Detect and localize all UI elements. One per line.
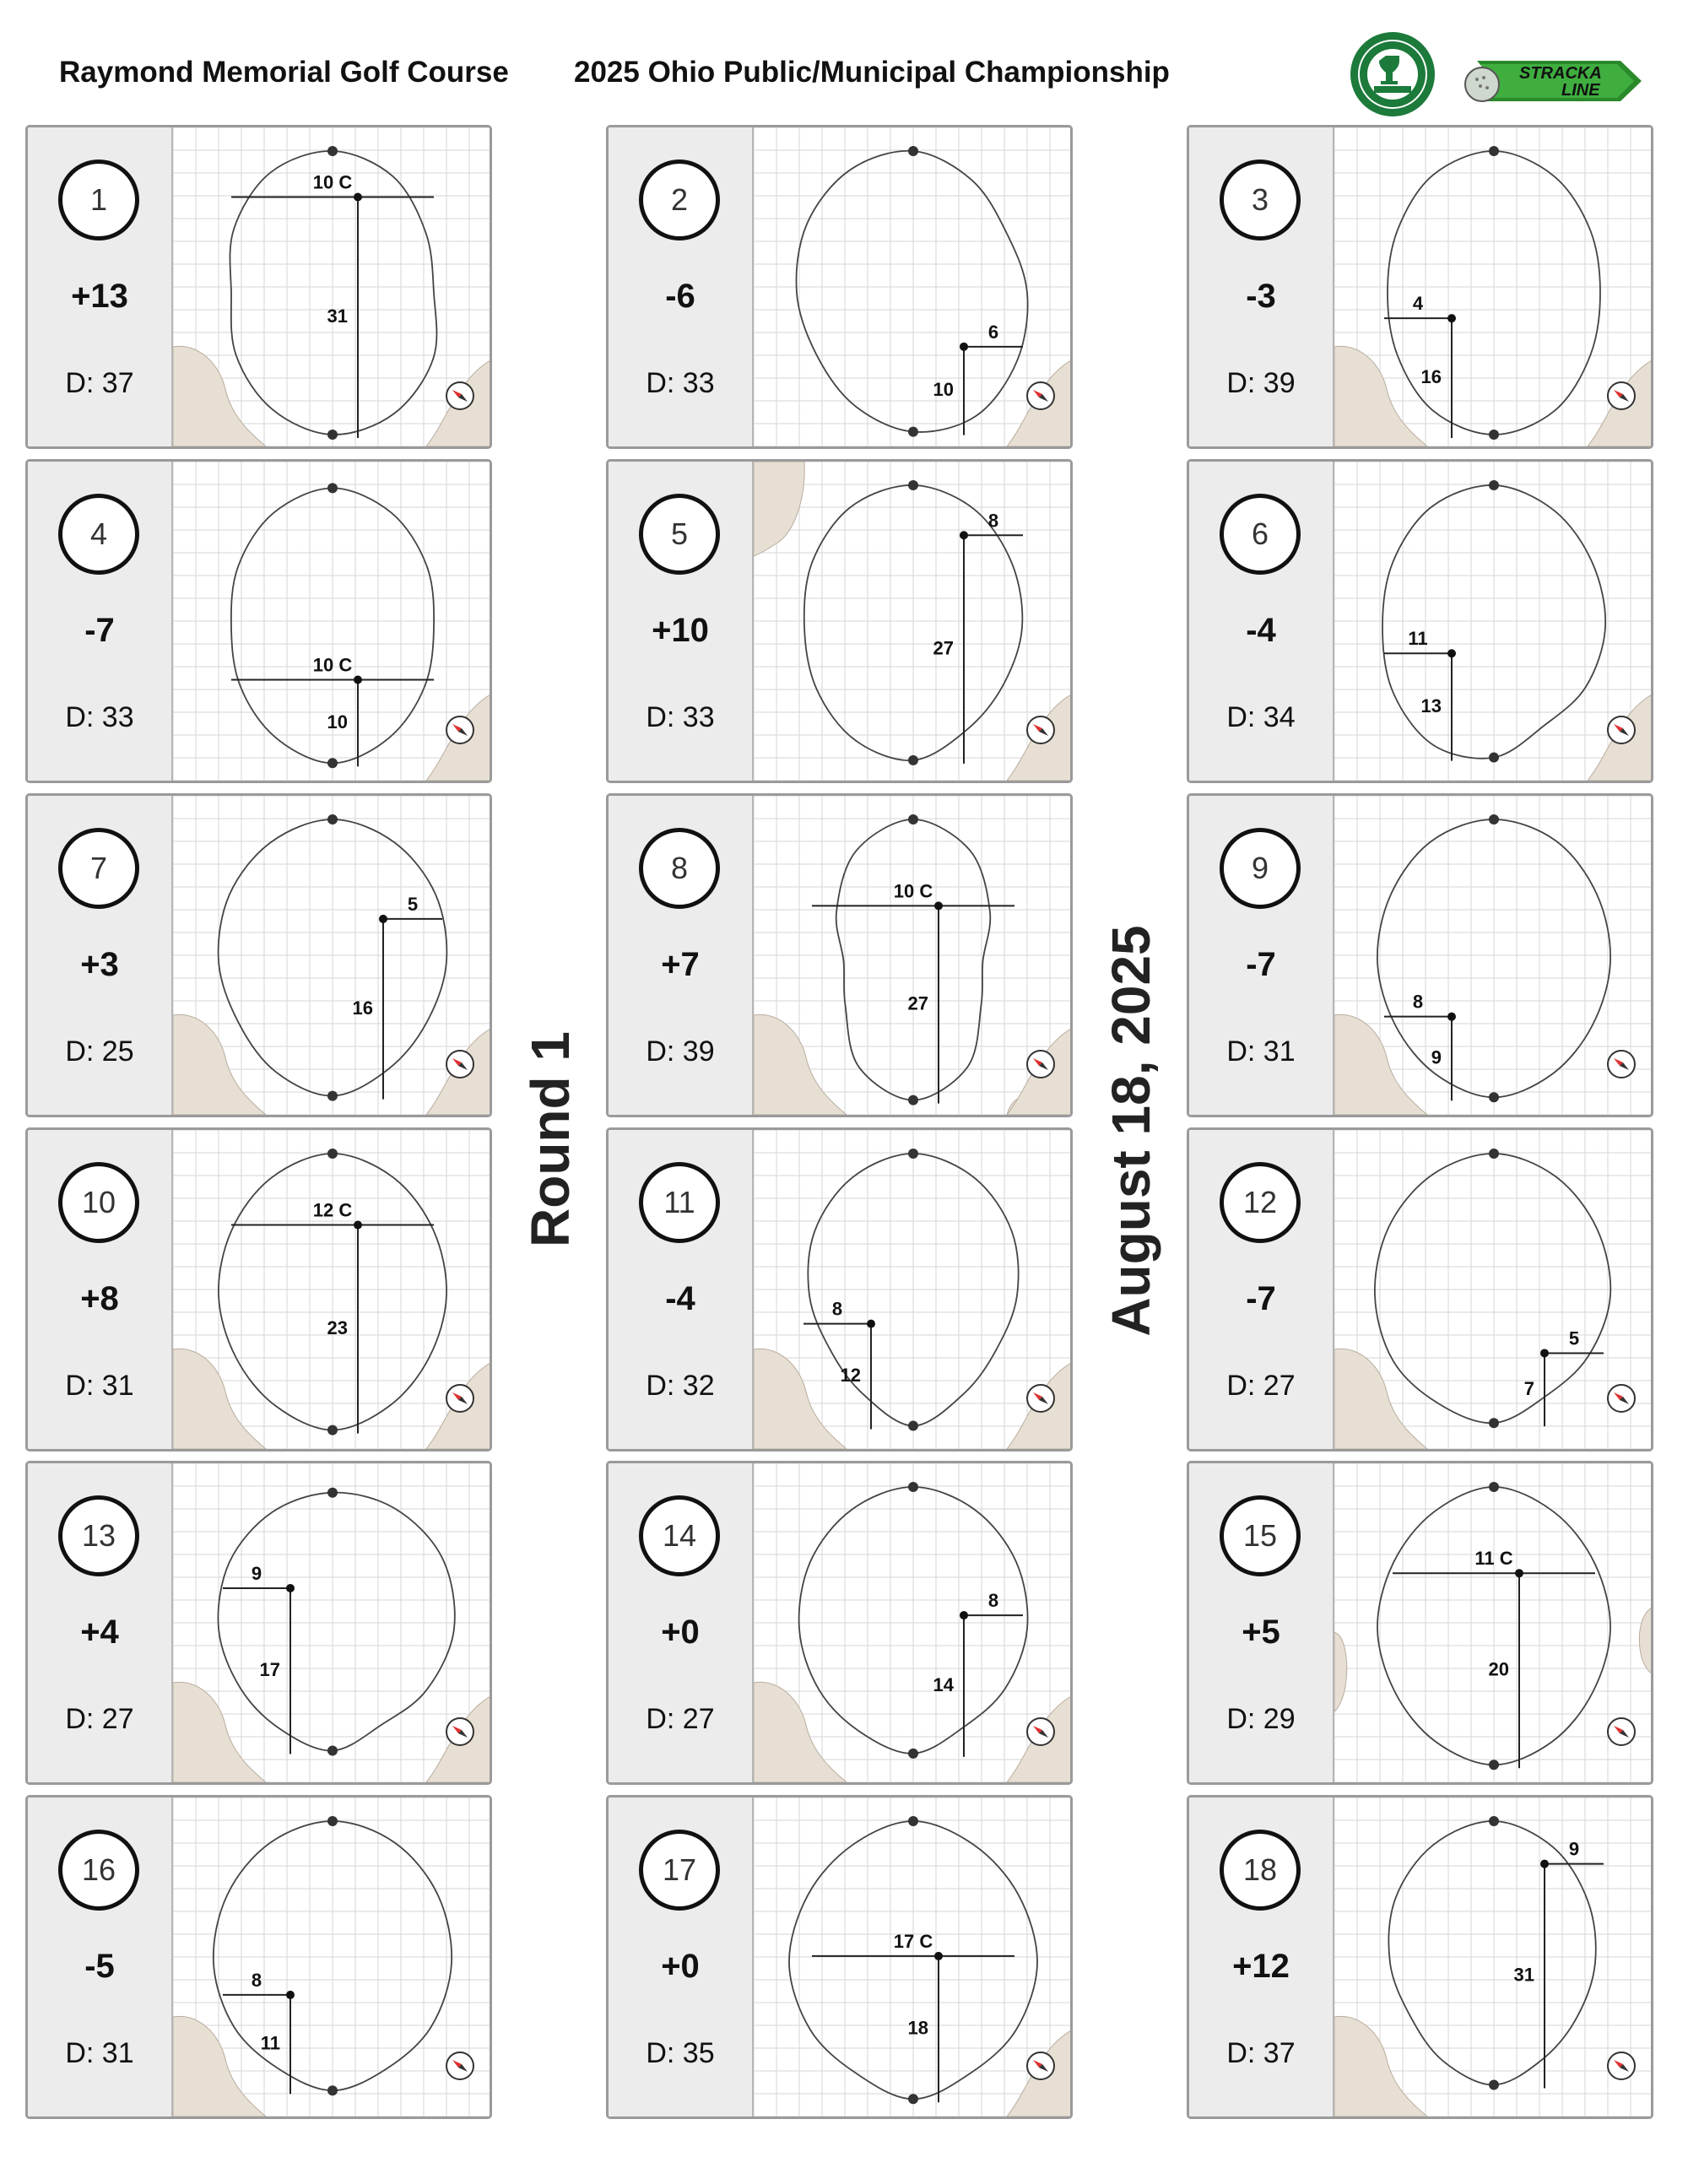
pin-position bbox=[286, 1584, 295, 1592]
hole-score: -3 bbox=[1246, 278, 1276, 315]
compass-icon bbox=[1608, 716, 1635, 743]
front-marker bbox=[908, 480, 918, 490]
hole-number: 18 bbox=[1220, 1830, 1301, 1911]
front-marker bbox=[1489, 480, 1499, 490]
vertical-measure-label: 27 bbox=[907, 992, 928, 1014]
bunker bbox=[1334, 1632, 1347, 1711]
compass-icon bbox=[1027, 1718, 1054, 1745]
bunker bbox=[173, 1014, 266, 1115]
vertical-measure-label: 10 bbox=[327, 711, 348, 733]
front-marker bbox=[908, 146, 918, 156]
bunker bbox=[173, 346, 266, 446]
green-outline bbox=[796, 151, 1027, 432]
green-depth: D: 31 bbox=[65, 2037, 134, 2069]
pin-position bbox=[379, 915, 387, 923]
hole-card bbox=[25, 1795, 492, 2119]
back-marker bbox=[327, 430, 338, 440]
hole-info-panel bbox=[609, 1797, 754, 2116]
pin-position bbox=[354, 192, 362, 201]
back-marker bbox=[327, 1091, 338, 1101]
hole-info-panel bbox=[1189, 462, 1334, 781]
bunker bbox=[173, 1349, 266, 1449]
green-diagram bbox=[1334, 127, 1653, 446]
green-depth: D: 32 bbox=[646, 1370, 715, 1402]
hole-number: 8 bbox=[639, 828, 720, 909]
back-marker bbox=[1489, 2079, 1499, 2089]
hole-info-panel bbox=[28, 1797, 173, 2116]
hole-info-panel bbox=[1189, 1130, 1334, 1449]
pin-position bbox=[960, 531, 968, 539]
hole-number: 16 bbox=[58, 1830, 139, 1911]
hole-card bbox=[1187, 1461, 1653, 1785]
front-marker bbox=[1489, 814, 1499, 824]
ohio-golf-association-logo bbox=[1349, 30, 1436, 118]
pin-position bbox=[934, 901, 943, 910]
pin-position bbox=[960, 1611, 968, 1619]
hole-number: 11 bbox=[639, 1162, 720, 1243]
hole-score: -5 bbox=[84, 1948, 115, 1985]
compass-icon bbox=[1608, 1718, 1635, 1745]
pin-position bbox=[960, 343, 968, 351]
horizontal-measure-label: 17 C bbox=[893, 1930, 933, 1952]
hole-score: +13 bbox=[71, 278, 128, 315]
compass-icon bbox=[446, 2052, 473, 2079]
front-marker bbox=[1489, 1482, 1499, 1492]
horizontal-measure-label: 11 bbox=[1408, 628, 1428, 650]
front-marker bbox=[327, 1816, 338, 1826]
stracka-line-logo bbox=[1460, 51, 1646, 110]
pin-position bbox=[1447, 314, 1456, 322]
green-outline bbox=[1388, 1821, 1595, 2085]
compass-icon bbox=[446, 1718, 473, 1745]
back-marker bbox=[327, 1745, 338, 1755]
vertical-measure-label: 17 bbox=[259, 1659, 280, 1681]
pin-position bbox=[354, 676, 362, 684]
hole-info-panel bbox=[1189, 1797, 1334, 2116]
front-marker bbox=[908, 1482, 918, 1492]
pin-position bbox=[1447, 649, 1456, 657]
svg-text:STRACKA: STRACKA bbox=[1519, 64, 1602, 83]
hole-number: 6 bbox=[1220, 494, 1301, 575]
compass-icon bbox=[446, 1385, 473, 1412]
horizontal-measure-label: 8 bbox=[987, 1590, 999, 1612]
green-depth: D: 29 bbox=[1226, 1703, 1296, 1735]
hole-card bbox=[25, 125, 492, 449]
hole-card bbox=[606, 459, 1073, 783]
green-diagram bbox=[173, 1463, 492, 1782]
horizontal-measure-label: 8 bbox=[831, 1298, 843, 1320]
vertical-measure-label: 12 bbox=[840, 1365, 861, 1387]
back-marker bbox=[908, 755, 918, 765]
green-diagram bbox=[754, 1130, 1073, 1449]
pin-position bbox=[354, 1221, 362, 1230]
hole-number: 12 bbox=[1220, 1162, 1301, 1243]
pin-position bbox=[286, 1991, 295, 1999]
hole-info-panel bbox=[1189, 796, 1334, 1115]
hole-card bbox=[1187, 793, 1653, 1117]
hole-card bbox=[25, 1127, 492, 1451]
hole-info-panel bbox=[1189, 1463, 1334, 1782]
hole-number: 14 bbox=[639, 1495, 720, 1576]
hole-number: 3 bbox=[1220, 159, 1301, 241]
hole-info-panel bbox=[609, 462, 754, 781]
vertical-measure-label: 10 bbox=[933, 379, 954, 401]
bunker bbox=[1639, 1607, 1653, 1674]
back-marker bbox=[1489, 1092, 1499, 1102]
front-marker bbox=[327, 146, 338, 156]
hole-info-panel bbox=[1189, 127, 1334, 446]
grid bbox=[754, 462, 1073, 781]
compass-icon bbox=[1027, 382, 1054, 409]
back-marker bbox=[327, 2085, 338, 2095]
compass-icon bbox=[1027, 716, 1054, 743]
green-depth: D: 33 bbox=[646, 701, 715, 733]
horizontal-measure-label: 4 bbox=[1412, 293, 1424, 315]
bunker bbox=[754, 1349, 847, 1449]
back-marker bbox=[327, 1425, 338, 1435]
compass-icon bbox=[446, 382, 473, 409]
green-depth: D: 39 bbox=[1226, 367, 1296, 399]
hole-score: -7 bbox=[1246, 1280, 1276, 1317]
front-marker bbox=[908, 814, 918, 824]
horizontal-measure-label: 10 C bbox=[312, 654, 353, 676]
compass-icon bbox=[446, 716, 473, 743]
bunker bbox=[1334, 1349, 1427, 1449]
hole-score: +4 bbox=[80, 1614, 119, 1651]
green-depth: D: 39 bbox=[646, 1035, 715, 1068]
horizontal-measure-label: 8 bbox=[1412, 991, 1424, 1013]
horizontal-measure-label: 9 bbox=[1568, 1838, 1580, 1860]
hole-number: 7 bbox=[58, 828, 139, 909]
hole-number: 10 bbox=[58, 1162, 139, 1243]
compass-icon bbox=[446, 1051, 473, 1078]
vertical-measure-label: 31 bbox=[327, 305, 348, 327]
hole-score: +0 bbox=[661, 1948, 700, 1985]
hole-card bbox=[1187, 1795, 1653, 2119]
bunker bbox=[1334, 2016, 1427, 2116]
vertical-measure-label: 20 bbox=[1488, 1658, 1509, 1680]
back-marker bbox=[908, 1421, 918, 1431]
bunker bbox=[173, 1682, 266, 1782]
horizontal-measure-label: 8 bbox=[987, 510, 999, 532]
bunker bbox=[1334, 346, 1427, 446]
hole-score: +5 bbox=[1242, 1614, 1280, 1651]
vertical-measure-label: 31 bbox=[1513, 1964, 1534, 1986]
horizontal-measure-label: 9 bbox=[251, 1562, 262, 1584]
grid bbox=[754, 127, 1073, 446]
green-depth: D: 34 bbox=[1226, 701, 1296, 733]
hole-score: +8 bbox=[80, 1280, 119, 1317]
horizontal-measure-label: 5 bbox=[407, 893, 419, 915]
hole-number: 5 bbox=[639, 494, 720, 575]
hole-info-panel bbox=[28, 1463, 173, 1782]
hole-score: +3 bbox=[80, 946, 119, 983]
grid bbox=[1334, 1463, 1653, 1782]
bunker bbox=[754, 1682, 847, 1782]
compass-icon bbox=[1608, 1385, 1635, 1412]
green-depth: D: 31 bbox=[1226, 1035, 1296, 1068]
bunker bbox=[754, 462, 804, 556]
pin-position bbox=[1540, 1349, 1549, 1357]
back-marker bbox=[327, 758, 338, 768]
hole-card bbox=[606, 793, 1073, 1117]
hole-score: +10 bbox=[652, 612, 709, 649]
green-diagram bbox=[173, 462, 492, 781]
pin-position bbox=[1540, 1860, 1549, 1868]
hole-number: 17 bbox=[639, 1830, 720, 1911]
horizontal-measure-label: 10 C bbox=[893, 880, 933, 902]
vertical-measure-label: 14 bbox=[933, 1673, 954, 1695]
hole-number: 4 bbox=[58, 494, 139, 575]
green-diagram bbox=[173, 127, 492, 446]
green-diagram bbox=[754, 1797, 1073, 2116]
green-diagram bbox=[173, 796, 492, 1115]
hole-number: 13 bbox=[58, 1495, 139, 1576]
horizontal-measure-label: 6 bbox=[987, 321, 999, 343]
back-marker bbox=[908, 1095, 918, 1106]
hole-score: -7 bbox=[1246, 946, 1276, 983]
hole-card bbox=[1187, 1127, 1653, 1451]
vertical-measure-label: 23 bbox=[327, 1317, 348, 1339]
bunker bbox=[173, 2016, 266, 2116]
hole-info-panel bbox=[609, 1130, 754, 1449]
back-marker bbox=[1489, 430, 1499, 440]
green-depth: D: 33 bbox=[646, 367, 715, 399]
green-diagram bbox=[1334, 1797, 1653, 2116]
front-marker bbox=[1489, 146, 1499, 156]
green-diagram bbox=[1334, 462, 1653, 781]
green-depth: D: 37 bbox=[65, 367, 134, 399]
pin-position bbox=[1515, 1569, 1523, 1577]
hole-card bbox=[606, 1127, 1073, 1451]
green-diagram bbox=[173, 1130, 492, 1449]
svg-text:LINE: LINE bbox=[1561, 81, 1600, 100]
green-depth: D: 33 bbox=[65, 701, 134, 733]
green-diagram bbox=[1334, 796, 1653, 1115]
hole-info-panel bbox=[28, 1130, 173, 1449]
front-marker bbox=[327, 814, 338, 824]
back-marker bbox=[908, 1749, 918, 1759]
event-name: 2025 Ohio Public/Municipal Championship bbox=[574, 56, 1170, 89]
hole-score: -7 bbox=[84, 612, 115, 649]
bunker bbox=[1334, 1014, 1427, 1115]
vertical-measure-label: 18 bbox=[907, 2017, 928, 2039]
green-outline bbox=[1375, 1154, 1610, 1423]
horizontal-measure-label: 11 C bbox=[1474, 1548, 1513, 1570]
course-name: Raymond Memorial Golf Course bbox=[59, 56, 509, 89]
grid bbox=[173, 462, 492, 781]
hole-info-panel bbox=[609, 796, 754, 1115]
green-depth: D: 35 bbox=[646, 2037, 715, 2069]
hole-card bbox=[1187, 125, 1653, 449]
green-depth: D: 37 bbox=[1226, 2037, 1296, 2069]
green-diagram bbox=[754, 796, 1073, 1115]
hole-number: 1 bbox=[58, 159, 139, 241]
front-marker bbox=[327, 1149, 338, 1159]
front-marker bbox=[908, 1149, 918, 1159]
front-marker bbox=[327, 1488, 338, 1498]
horizontal-measure-label: 12 C bbox=[312, 1199, 353, 1221]
green-diagram bbox=[173, 1797, 492, 2116]
front-marker bbox=[1489, 1149, 1499, 1159]
compass-icon bbox=[1027, 2052, 1054, 2079]
hole-score: -4 bbox=[665, 1280, 695, 1317]
vertical-measure-label: 16 bbox=[1420, 366, 1442, 388]
hole-score: +0 bbox=[661, 1614, 700, 1651]
hole-info-panel bbox=[609, 127, 754, 446]
hole-number: 15 bbox=[1220, 1495, 1301, 1576]
hole-info-panel bbox=[28, 127, 173, 446]
grid bbox=[754, 1797, 1073, 2116]
vertical-measure-label: 11 bbox=[260, 2032, 280, 2054]
horizontal-measure-label: 5 bbox=[1568, 1327, 1580, 1349]
front-marker bbox=[327, 483, 338, 493]
compass-icon bbox=[1027, 1051, 1054, 1078]
hole-card bbox=[606, 1795, 1073, 2119]
compass-icon bbox=[1608, 382, 1635, 409]
back-marker bbox=[908, 2094, 918, 2104]
hole-card bbox=[25, 459, 492, 783]
vertical-measure-label: 13 bbox=[1420, 695, 1442, 716]
compass-icon bbox=[1608, 1051, 1635, 1078]
hole-number: 2 bbox=[639, 159, 720, 241]
front-marker bbox=[1489, 1816, 1499, 1826]
green-depth: D: 31 bbox=[65, 1370, 134, 1402]
vertical-measure-label: 7 bbox=[1523, 1377, 1534, 1399]
vertical-measure-label: 27 bbox=[933, 637, 954, 659]
green-depth: D: 25 bbox=[65, 1035, 134, 1068]
back-marker bbox=[1489, 1418, 1499, 1428]
hole-card bbox=[606, 125, 1073, 449]
back-marker bbox=[908, 427, 918, 437]
pin-position bbox=[867, 1320, 875, 1328]
green-diagram bbox=[754, 462, 1073, 781]
hole-score: +7 bbox=[661, 946, 700, 983]
hole-info-panel bbox=[609, 1463, 754, 1782]
green-diagram bbox=[1334, 1463, 1653, 1782]
green-depth: D: 27 bbox=[65, 1703, 134, 1735]
round-label: Round 1 bbox=[520, 1031, 581, 1247]
back-marker bbox=[1489, 1760, 1499, 1770]
hole-number: 9 bbox=[1220, 828, 1301, 909]
hole-info-panel bbox=[28, 796, 173, 1115]
hole-card bbox=[606, 1461, 1073, 1785]
hole-card bbox=[25, 1461, 492, 1785]
horizontal-measure-label: 8 bbox=[251, 1969, 262, 1991]
horizontal-measure-label: 10 C bbox=[312, 171, 353, 193]
bunker bbox=[754, 1014, 847, 1115]
vertical-measure-label: 9 bbox=[1431, 1046, 1442, 1068]
hole-score: -6 bbox=[665, 278, 695, 315]
front-marker bbox=[908, 1816, 918, 1826]
green-outline bbox=[230, 151, 436, 435]
hole-card bbox=[25, 793, 492, 1117]
vertical-measure-label: 16 bbox=[352, 997, 373, 1019]
compass-icon bbox=[1608, 2052, 1635, 2079]
pin-position bbox=[934, 1952, 943, 1960]
hole-score: +12 bbox=[1232, 1948, 1290, 1985]
hole-score: -4 bbox=[1246, 612, 1276, 649]
pin-position bbox=[1447, 1013, 1456, 1021]
green-diagram bbox=[1334, 1130, 1653, 1449]
hole-card bbox=[1187, 459, 1653, 783]
hole-info-panel bbox=[28, 462, 173, 781]
green-depth: D: 27 bbox=[1226, 1370, 1296, 1402]
compass-icon bbox=[1027, 1385, 1054, 1412]
date-label: August 18, 2025 bbox=[1101, 925, 1161, 1337]
back-marker bbox=[1489, 753, 1499, 763]
green-diagram bbox=[754, 1463, 1073, 1782]
green-diagram bbox=[754, 127, 1073, 446]
green-depth: D: 27 bbox=[646, 1703, 715, 1735]
